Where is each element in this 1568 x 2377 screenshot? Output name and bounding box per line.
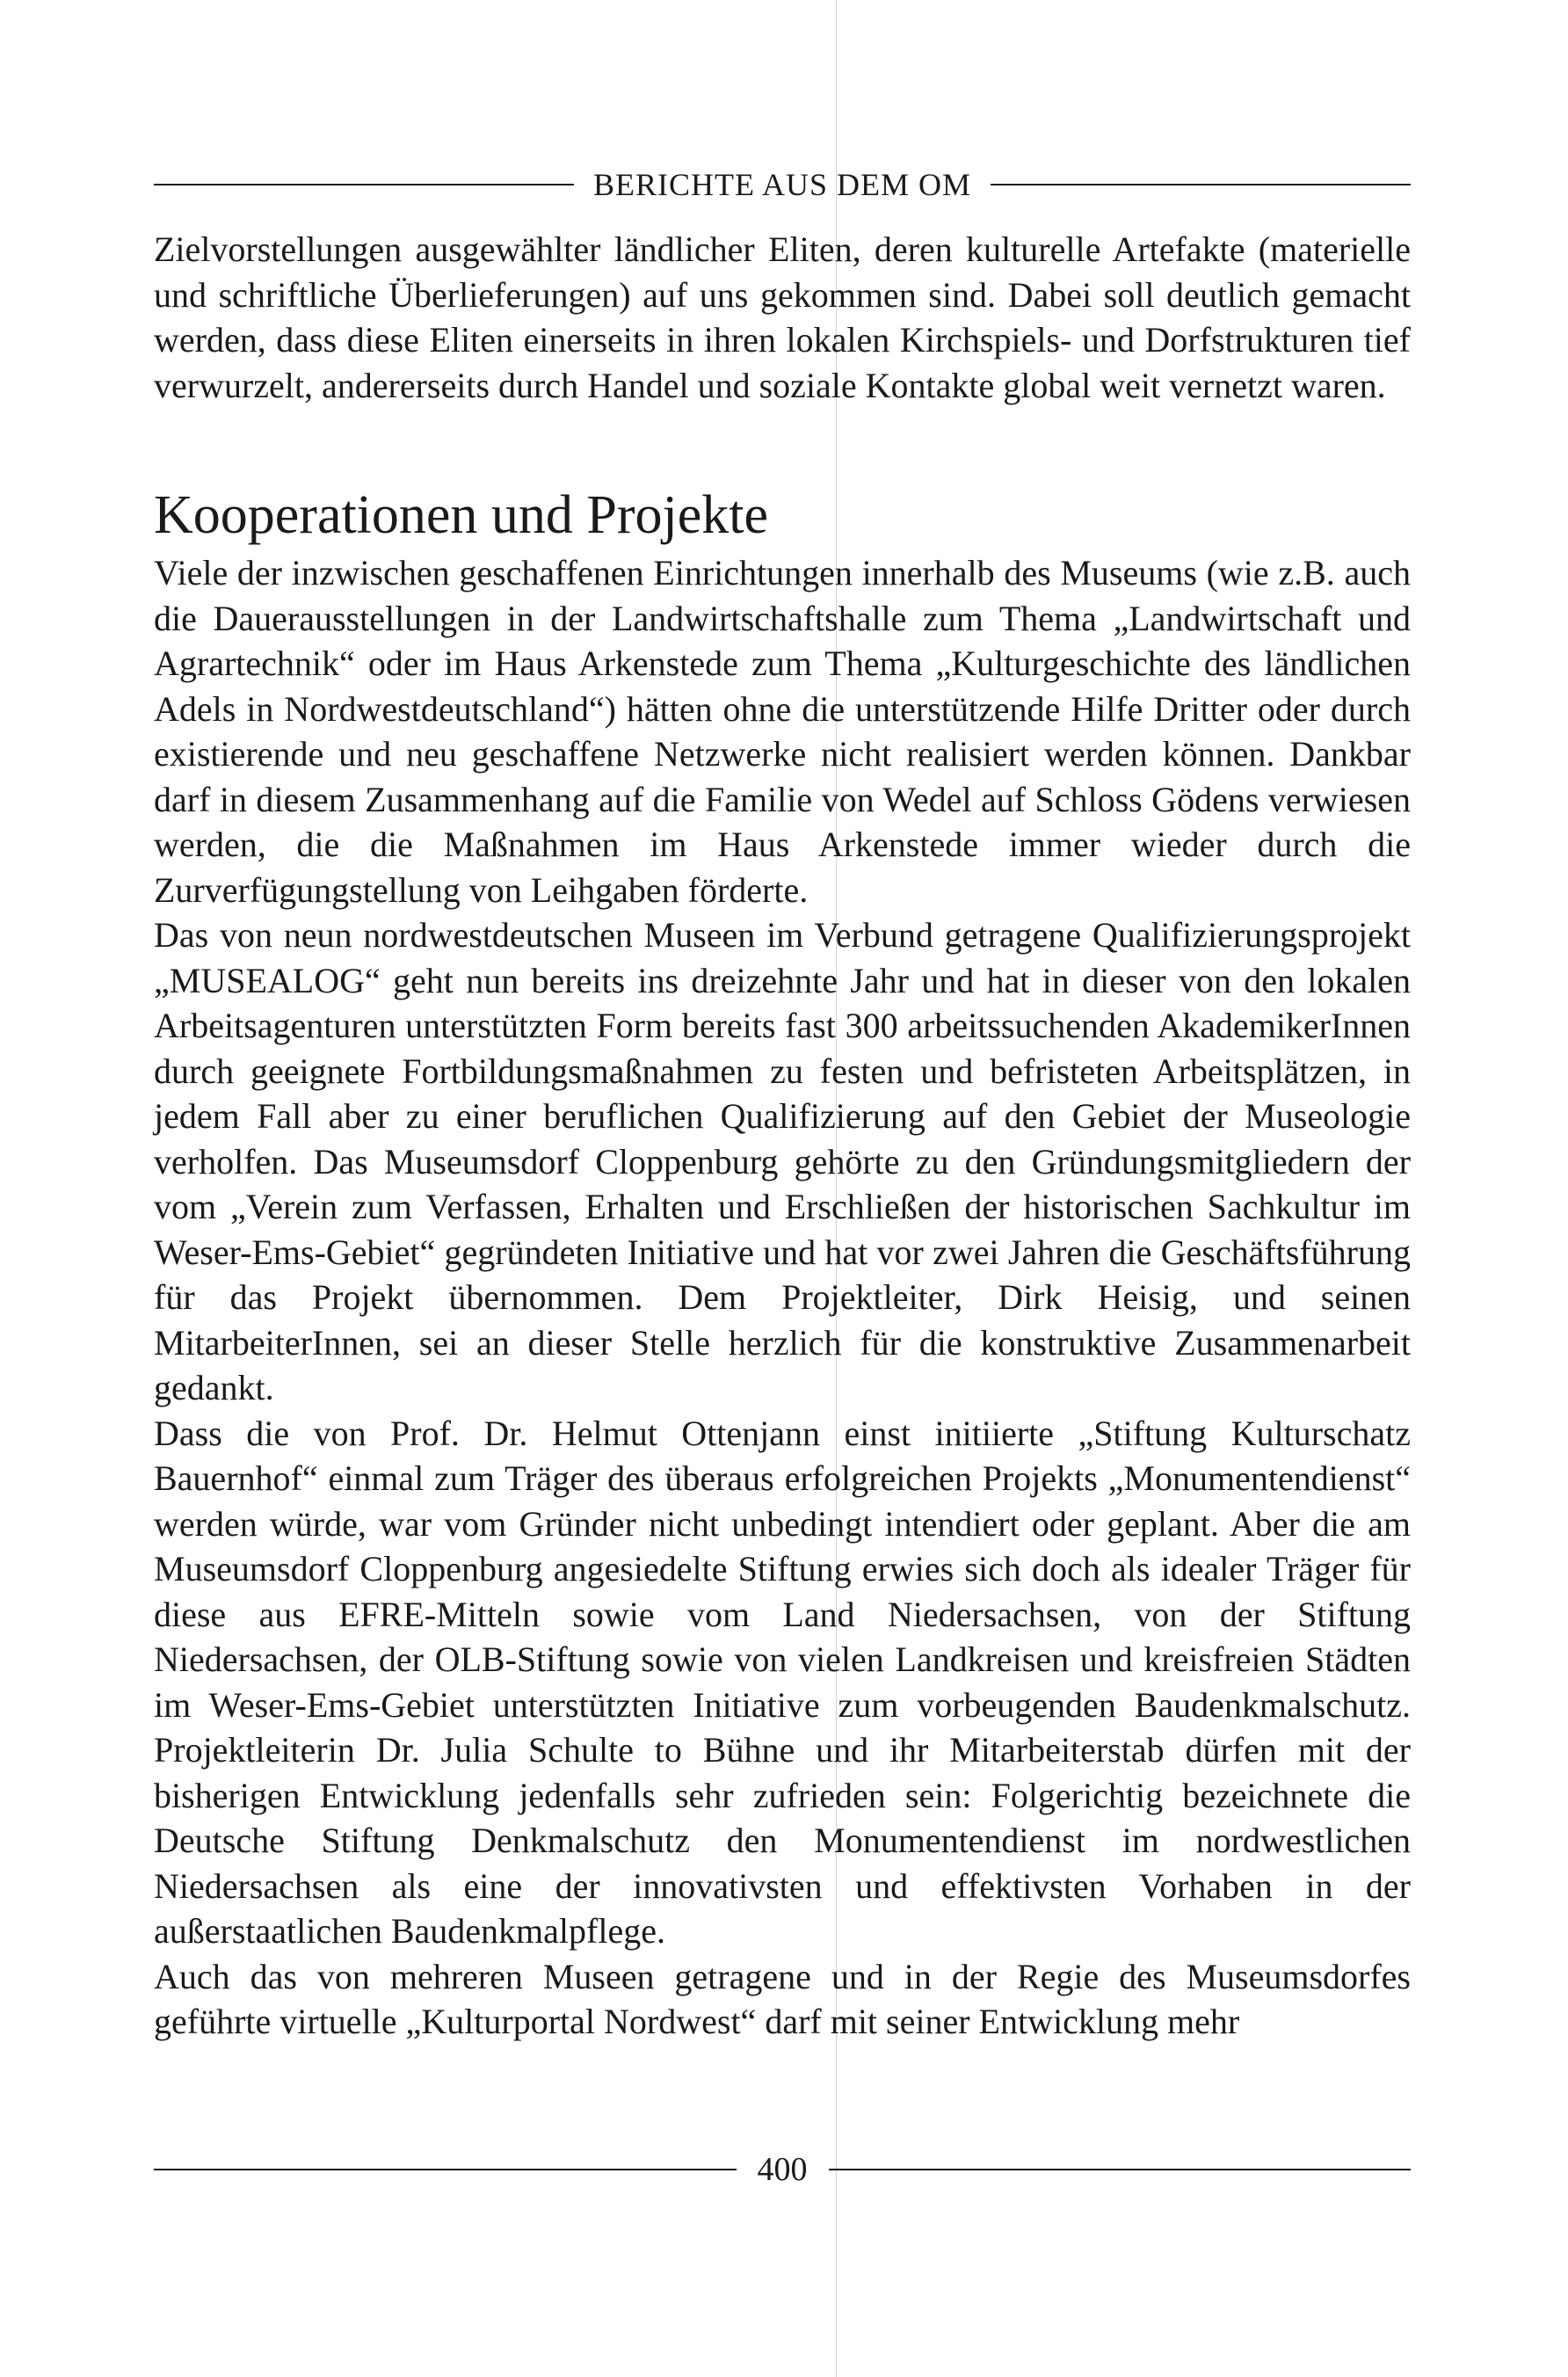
footer-rule-right	[829, 2169, 1412, 2170]
body-paragraph: Dass die von Prof. Dr. Helmut Ottenjann einst initiierte „Stiftung Kulturschatz Bauernhof“ einmal zum Träger des überaus erfolgreichen Projekts „Monumentendienst“ werden würde, war vom Gründer nicht unbedingt intendiert oder geplant. Aber die am Museumsdorf Cloppenburg angesiedelte Stiftung erwies sich doch als idealer Träger für diese aus EFRE-Mitteln sowie vom Land Niedersachsen, von der Stiftung Niedersachsen, der OLB-Stiftung sowie von vielen Landkreisen und kreisfreien Städten im Weser-Ems-Gebiet unterstützten Initiative zum vorbeugenden Baudenkmalschutz. Projektleiterin Dr. Julia Schulte to Bühne und ihr Mitarbeiterstab dürfen mit der bisherigen Entwicklung jedenfalls sehr zufrieden sein: Folgerichtig bezeichnete die Deutsche Stiftung Denkmalschutz den Monumentendienst im nordwestlichen Niedersachsen als eine der innovativsten und effektivsten Vorhaben in der außerstaatlichen Baudenkmalpflege.	[154, 1413, 1411, 1951]
body-paragraph: Das von neun nordwestdeutschen Museen im Verbund getragene Qualifizierungsprojekt „MUSEALOG“ geht nun bereits ins dreizehnte Jahr und hat in dieser von den lokalen Arbeitsagenturen unterstützten Form bereits fast 300 arbeitssuchenden AkademikerInnen durch geeignete Fortbildungsmaßnahmen zu festen und befristeten Arbeitsplätzen, in jedem Fall aber zu einer beruflichen Qualifizierung auf den Gebiet der Museologie verholfen. Das Museumsdorf Cloppenburg gehörte zu den Gründungsmitgliedern der vom „Verein zum Verfassen, Erhalten und Erschließen der historischen Sachkultur im Weser-Ems-Gebiet“ gegründeten Initiative und hat vor zwei Jahren die Geschäftsführung für das Projekt übernommen. Dem Projektleiter, Dirk Heisig, und seinen MitarbeiterInnen, sei an dieser Stelle herzlich für die konstruktive Zusammenarbeit gedankt.	[154, 915, 1411, 1407]
body-paragraph: Viele der inzwischen geschaffenen Einrichtungen innerhalb des Museums (wie z.B. auch die Dauerausstellungen in der Landwirtschaftshalle zum Thema „Landwirtschaft und Agrartechnik“ oder im Haus Arkenstede zum Thema „Kulturgeschichte des ländlichen Adels in Nordwestdeutschland“) hätten ohne die unterstützende Hilfe Dritter oder durch existierende und neu geschaffene Netzwerke nicht realisiert werden können. Dankbar darf in diesem Zusammenhang auf die Familie von Wedel auf Schloss Gödens verwiesen werden, die die Maßnahmen im Haus Arkenstede immer wieder durch die Zurverfügungstellung von Leihgaben förderte.	[154, 553, 1411, 910]
running-head-title: BERICHTE AUS DEM OM	[592, 167, 972, 202]
page-footer	[154, 2145, 1411, 2194]
page-content	[154, 158, 1411, 2045]
running-head-rule-right	[991, 184, 1411, 185]
body-paragraph: Auch das von mehreren Museen getragene und in der Regie des Museumsdorfes geführte virtuelle „Kulturportal Nordwest“ darf mit seiner Entwicklung mehr	[154, 1956, 1411, 2041]
section-title: Kooperationen und Projekte	[154, 485, 769, 545]
running-head-rule-left	[154, 184, 574, 185]
intro-paragraph: Zielvorstellungen ausgewählter ländlicher Eliten, deren kulturelle Artefakte (materielle und schriftliche Überlieferungen) auf uns gekommen sind. Dabei soll deutlich gemacht werden, dass diese Eliten einerseits in ihren lokalen Kirchspiels- und Dorfstrukturen tief verwurzelt, andererseits durch Handel und soziale Kontakte global weit vernetzt waren.	[154, 229, 1411, 405]
running-head	[154, 158, 1411, 211]
page-number: 400	[757, 2151, 808, 2188]
footer-rule-left	[154, 2169, 737, 2170]
